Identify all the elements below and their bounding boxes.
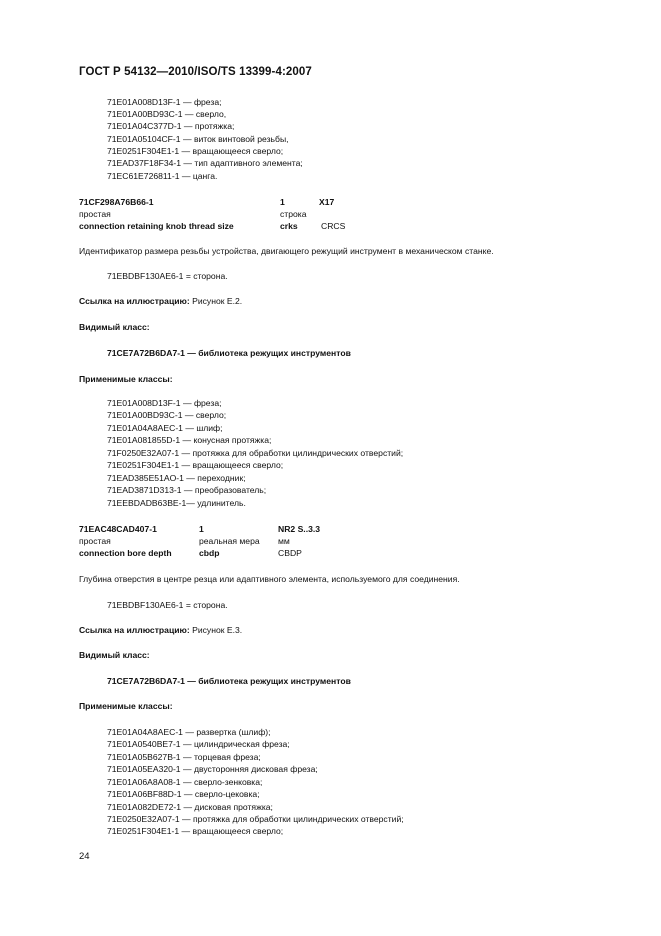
property-unit: мм [278, 536, 290, 546]
property-description: Глубина отверстия в центре резца или адаптивного элемента, используемого для соединения. [79, 574, 460, 584]
property-abbr: crks [280, 221, 298, 231]
list-item: 71E01A082DE72-1 — дисковая протяжка; [107, 802, 273, 812]
list-item: 71E0251F304E1-1 — вращающееся сверло; [107, 460, 284, 470]
illustration-ref [79, 625, 242, 636]
list-item: 71E01A06A8A08-1 — сверло-зенковка; [107, 777, 263, 787]
property-code: X17 [319, 197, 335, 207]
property-id: 71EAC48CAD407-1 [79, 524, 157, 534]
property-kind: простая [79, 536, 111, 546]
list-item: 71EC61E726811-1 — цанга. [107, 171, 218, 181]
list-item: 71EAD37F18F34-1 — тип адаптивного элемента; [107, 158, 303, 168]
property-count: 1 [280, 197, 285, 207]
illustration-value: Рисунок Е.2. [189, 296, 243, 306]
visible-class-value: 71CE7A72B6DA7-1 — библиотека режущих инструментов [107, 676, 351, 686]
list-item: 71E01A008D13F-1 — фреза; [107, 398, 222, 408]
illustration-value: Рисунок Е.3. [189, 625, 243, 635]
property-kind: простая [79, 209, 111, 219]
applicable-classes-label: Применимые классы: [79, 374, 173, 384]
property-count: 1 [199, 524, 204, 534]
visible-class-label: Видимый класс: [79, 322, 150, 332]
visible-class-label: Видимый класс: [79, 650, 150, 660]
property-abbr-upper: CRCS [321, 221, 346, 231]
list-item: 71E0251F304E1-1 — вращающееся сверло; [107, 146, 284, 156]
property-description: Идентификатор размера резьбы устройства, двигающего режущий инструмент в механическом станке. [79, 246, 494, 256]
list-item: 71E0251F304E1-1 — вращающееся сверло; [107, 826, 284, 836]
illustration-label: Ссылка на иллюстрацию: [79, 296, 190, 306]
property-code: NR2 S..3.3 [278, 524, 321, 534]
property-abbr: cbdp [199, 548, 220, 558]
list-item: 71E01A05EA320-1 — двусторонняя дисковая фреза; [107, 764, 318, 774]
list-item: 71F0250E32A07-1 — протяжка для обработки цилиндрических отверстий; [107, 448, 404, 458]
property-aspect: 71EBDBF130AE6-1 = сторона. [107, 600, 228, 610]
list-item: 71E01A00BD93C-1 — сверло, [107, 109, 227, 119]
list-item: 71EEBDADB63BE-1— удлинитель. [107, 498, 246, 508]
property-type: строка [280, 209, 307, 219]
list-item: 71E01A05B627B-1 — торцевая фреза; [107, 752, 261, 762]
list-item: 71E0250E32A07-1 — протяжка для обработки цилиндрических отверстий; [107, 814, 404, 824]
list-item: 71EAD385E51AO-1 — переходник; [107, 473, 246, 483]
page-number: 24 [79, 851, 90, 862]
applicable-classes-label: Применимые классы: [79, 701, 173, 711]
page-header: ГОСТ Р 54132—2010/ISO/TS 13399-4:2007 [79, 66, 312, 78]
property-aspect: 71EBDBF130AE6-1 = сторона. [107, 271, 228, 281]
list-item: 71EAD3871D313-1 — преобразователь; [107, 485, 267, 495]
property-abbr-upper: CBDP [278, 548, 302, 558]
list-item: 71E01A06BF88D-1 — сверло-цековка; [107, 789, 260, 799]
property-name: connection retaining knob thread size [79, 221, 234, 231]
property-name: connection bore depth [79, 548, 172, 558]
list-item: 71E01A008D13F-1 — фреза; [107, 97, 222, 107]
list-item: 71E01A04A8AEC-1 — шлиф; [107, 423, 223, 433]
property-id: 71CF298A76B66-1 [79, 197, 154, 207]
list-item: 71E01A04C377D-1 — протяжка; [107, 121, 235, 131]
list-item: 71E01A04A8AEC-1 — развертка (шлиф); [107, 727, 271, 737]
property-type: реальная мера [199, 536, 260, 546]
illustration-ref [79, 296, 242, 307]
list-item: 71E01A081855D-1 — конусная протяжка; [107, 435, 272, 445]
visible-class-value: 71CE7A72B6DA7-1 — библиотека режущих инструментов [107, 348, 351, 358]
list-item: 71E01A05104CF-1 — виток винтовой резьбы, [107, 134, 289, 144]
list-item: 71E01A0540BE7-1 — цилиндрическая фреза; [107, 739, 290, 749]
list-item: 71E01A00BD93C-1 — сверло; [107, 410, 227, 420]
illustration-label: Ссылка на иллюстрацию: [79, 625, 190, 635]
